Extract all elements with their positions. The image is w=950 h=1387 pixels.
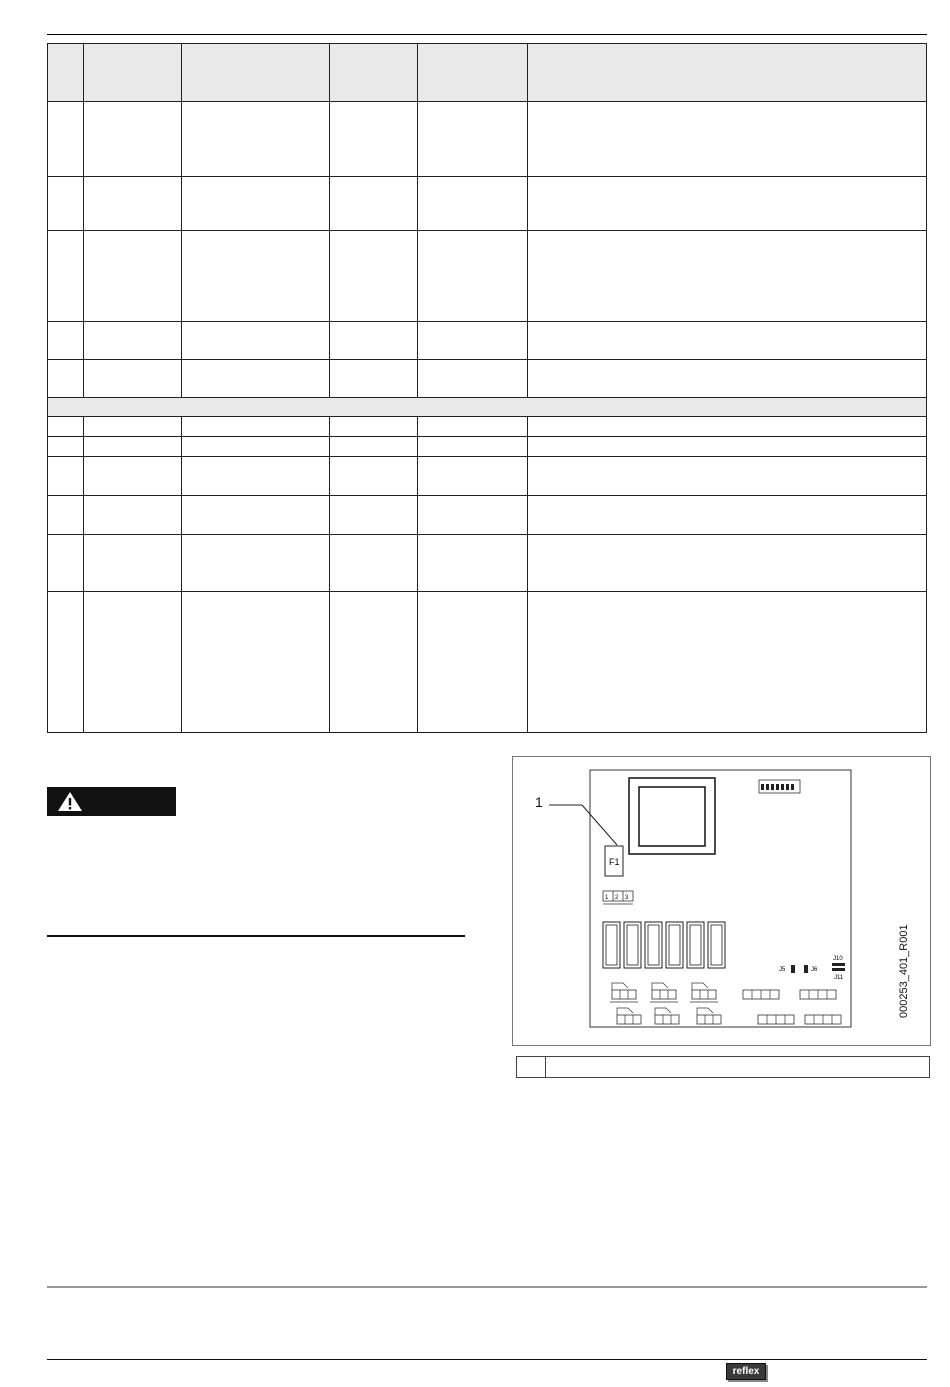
terminal-2: 2 [615, 895, 619, 901]
table-row [48, 437, 927, 457]
footer-rule [47, 1286, 927, 1288]
reflex-logo: reflex [726, 1363, 766, 1380]
jumper-j11-label: J11 [834, 975, 844, 981]
table-row [48, 535, 927, 592]
terminal-1: 1 [605, 895, 609, 901]
callout-number: 1 [535, 794, 543, 810]
warning-label [47, 787, 176, 816]
circuit-board-figure [512, 756, 931, 1046]
table-section-row [48, 398, 927, 417]
warning-triangle-icon [57, 791, 83, 812]
jumper-j5-label: J5 [779, 967, 786, 973]
pcb-drawing [513, 757, 930, 1045]
header-rule [47, 34, 927, 35]
table-row [48, 496, 927, 535]
table-row [48, 592, 927, 733]
terminal-3: 3 [625, 895, 629, 901]
table-row [48, 360, 927, 398]
table-header-row [48, 44, 927, 102]
figure-id: 000253_401_R001 [898, 924, 910, 1018]
figure-legend-table [516, 1056, 930, 1078]
table-row [48, 102, 927, 177]
section-divider [47, 935, 465, 937]
table-row [48, 417, 927, 437]
table-row [48, 322, 927, 360]
bottom-rule [47, 1359, 927, 1360]
table-row [48, 231, 927, 322]
terminal-spec-table [47, 43, 927, 733]
table-row [48, 177, 927, 231]
legend-number-cell [517, 1057, 546, 1077]
fuse-label: F1 [609, 857, 620, 867]
jumper-j6-label: J6 [811, 967, 818, 973]
table-row [48, 457, 927, 496]
jumper-j10-label: J10 [833, 956, 843, 962]
